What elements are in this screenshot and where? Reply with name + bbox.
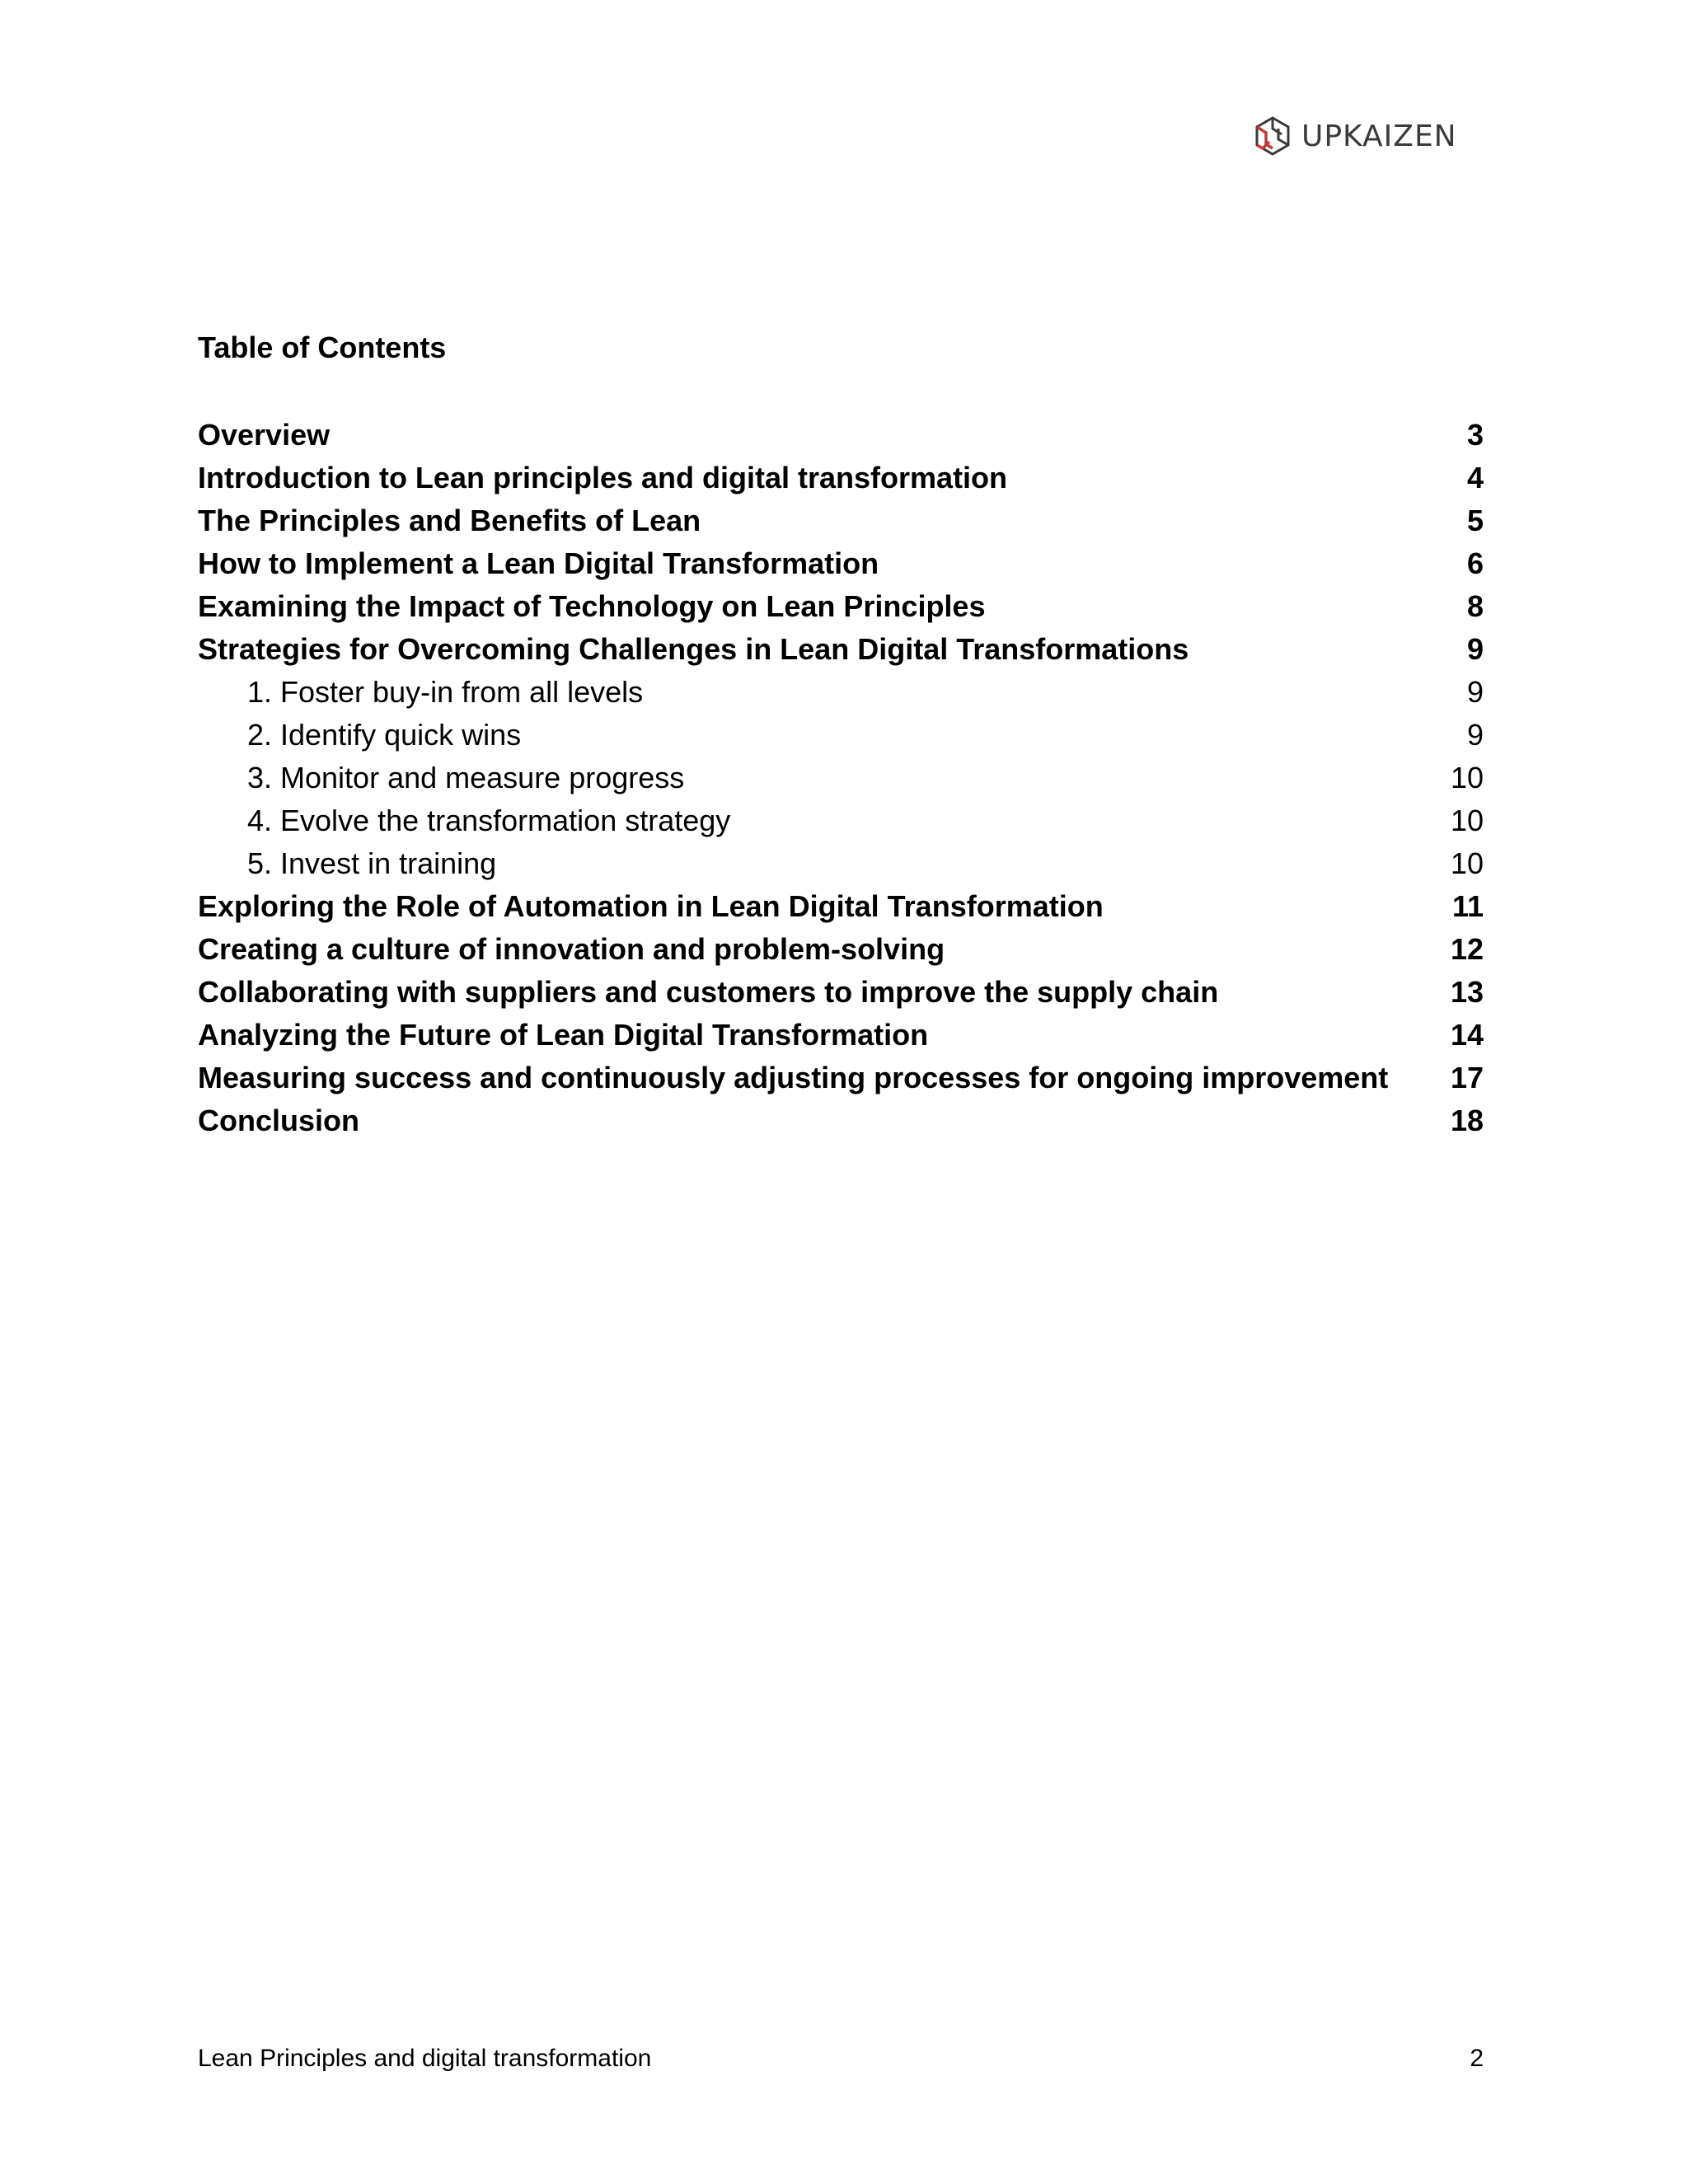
toc-list [198,414,1484,1142]
toc-entry-label: 1. Foster buy-in from all levels [247,675,644,709]
footer-page-number: 2 [1470,2045,1484,2072]
toc-subentry[interactable] [198,757,1484,799]
toc-entry-label: 4. Evolve the transformation strategy [247,804,731,837]
toc-entry-label: The Principles and Benefits of Lean [198,504,701,537]
footer-document-title: Lean Principles and digital transformation [198,2045,652,2072]
toc-entry-label: Measuring success and continuously adjusting processes for ongoing improvement [198,1061,1389,1094]
toc-entry-page: 5 [1466,504,1484,537]
toc-subentry[interactable] [198,671,1484,714]
toc-entry-page: 12 [1450,932,1484,966]
toc-entry-page: 10 [1450,761,1484,794]
toc-entry-page: 18 [1450,1104,1484,1137]
toc-entry-label: 2. Identify quick wins [247,718,522,752]
toc-entry-page: 3 [1466,418,1484,452]
toc-entry-page: 10 [1450,804,1484,837]
toc-entry-page: 4 [1466,461,1484,494]
brand-logo [1251,112,1457,160]
toc-subentry[interactable] [198,799,1484,842]
toc-entry[interactable] [198,585,1484,628]
toc-entry-label: Introduction to Lean principles and digital transformation [198,461,1008,494]
toc-entry-page: 11 [1451,889,1484,923]
toc-entry-label: How to Implement a Lean Digital Transformation [198,546,879,580]
toc-entry-page: 13 [1450,975,1484,1009]
upkaizen-hexagon-logo-icon [1251,115,1294,157]
toc-entry[interactable] [198,971,1484,1014]
toc-entry[interactable] [198,1057,1484,1099]
toc-entry-label: Exploring the Role of Automation in Lean Digital Transformation [198,889,1104,923]
toc-entry-page: 8 [1466,589,1484,623]
toc-entry[interactable] [198,885,1484,928]
toc-entry-label: Analyzing the Future of Lean Digital Transformation [198,1018,929,1052]
toc-subentry[interactable] [198,842,1484,885]
toc-entry[interactable] [198,414,1484,457]
toc-entry[interactable] [198,628,1484,671]
logo-text: UPKAIZEN [1301,119,1457,153]
toc-entry-label: Overview [198,418,331,452]
toc-subentry[interactable] [198,714,1484,757]
toc-entry-label: Examining the Impact of Technology on Lean Principles [198,589,986,623]
toc-entry-page: 9 [1466,675,1484,709]
toc-entry-page: 9 [1466,632,1484,666]
toc-entry[interactable] [198,1014,1484,1057]
toc-entry-label: 3. Monitor and measure progress [247,761,685,794]
toc-entry-label: Strategies for Overcoming Challenges in Lean Digital Transformations [198,632,1189,666]
toc-entry-label: Conclusion [198,1104,359,1137]
toc-entry[interactable] [198,542,1484,585]
toc-entry-label: Collaborating with suppliers and customers to improve the supply chain [198,975,1219,1009]
toc-entry[interactable] [198,1099,1484,1142]
toc-entry[interactable] [198,499,1484,542]
toc-entry-page: 6 [1466,546,1484,580]
toc-title: Table of Contents [198,330,447,364]
toc-entry[interactable] [198,457,1484,499]
toc-entry-page: 10 [1450,846,1484,880]
toc-entry-label: 5. Invest in training [247,846,497,880]
toc-entry-page: 14 [1450,1018,1484,1052]
page-footer [198,2041,1484,2077]
toc-entry-page: 9 [1466,718,1484,752]
toc-entry-page: 17 [1450,1061,1484,1094]
toc-entry-label: Creating a culture of innovation and problem-solving [198,932,945,966]
toc-entry[interactable] [198,928,1484,971]
